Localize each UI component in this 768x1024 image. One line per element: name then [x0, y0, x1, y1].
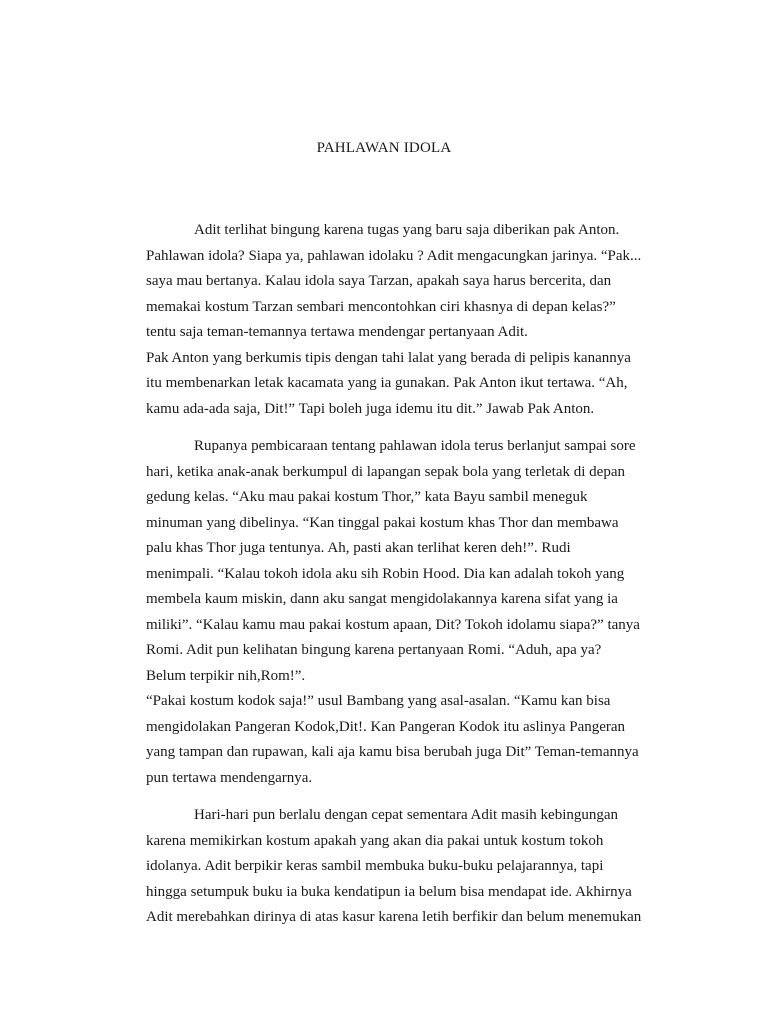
paragraph-2-line: gedung kelas. “Aku mau pakai kostum Thor,” kata Bayu sambil meneguk: [146, 489, 588, 505]
paragraph-3-line: Hari-hari pun berlalu dengan cepat sementara Adit masih kebingungan: [194, 807, 619, 823]
paragraph-2-line: menimpali. “Kalau tokoh idola aku sih Robin Hood. Dia kan adalah tokoh yang: [146, 565, 625, 582]
paragraph-2-line: minuman yang dibelinya. “Kan tinggal pakai kostum khas Thor dan membawa: [146, 514, 619, 531]
paragraph-1-line: saya mau bertanya. Kalau idola saya Tarzan, apakah saya harus bercerita, dan: [146, 273, 612, 289]
paragraph-2-line: Rupanya pembicaraan tentang pahlawan idola terus berlanjut sampai sore: [194, 438, 636, 454]
paragraph-3-line: karena memikirkan kostum apakah yang akan dia pakai untuk kostum tokoh: [146, 832, 604, 849]
paragraph-spacer: [146, 422, 766, 434]
paragraph-2-line: hari, ketika anak-anak berkumpul di lapangan sepak bola yang terletak di depan: [146, 463, 625, 480]
paragraph-2-line: Belum terpikir nih,Rom!”.: [146, 667, 306, 684]
paragraph-3-line: hingga setumpuk buku ia buka kendatipun ia belum bisa mendapat ide. Akhirnya: [146, 883, 632, 900]
paragraph-2-line: membela kaum miskin, dann aku sangat mengidolakannya karena sifat yang ia: [146, 591, 618, 607]
paragraph-3-line: Adit merebahkan dirinya di atas kasur karena letih berfikir dan belum menemukan: [146, 909, 642, 925]
paragraph-2-line: yang tampan dan rupawan, kali aja kamu bisa berubah juga Dit” Teman-temannya: [146, 744, 639, 760]
paragraph-1-line: tentu saja teman-temannya tertawa mendengar pertanyaan Adit.: [146, 324, 528, 340]
paragraph-2-line: Romi. Adit pun kelihatan bingung karena pertanyaan Romi. “Aduh, apa ya?: [146, 642, 602, 658]
paragraph-2-line: palu khas Thor juga tentunya. Ah, pasti akan terlihat keren deh!”. Rudi: [146, 540, 571, 556]
paragraph-1-line: Pahlawan idola? Siapa ya, pahlawan idolaku ? Adit mengacungkan jarinya. “Pak...: [146, 247, 642, 264]
paragraph-1-line: memakai kostum Tarzan sembari mencontohkan ciri khasnya di depan kelas?”: [146, 298, 616, 315]
paragraph-1-line: kamu ada-ada saja, Dit!” Tapi boleh juga idemu itu dit.” Jawab Pak Anton.: [146, 400, 595, 417]
document-body: [146, 218, 766, 931]
paragraph-1-line: Adit terlihat bingung karena tugas yang baru saja diberikan pak Anton.: [194, 222, 620, 238]
paragraph-3-line: idolanya. Adit berpikir keras sambil membuka buku-buku pelajarannya, tapi: [146, 858, 604, 874]
paragraph-1-line: itu membenarkan letak kacamata yang ia gunakan. Pak Anton ikut tertawa. “Ah,: [146, 375, 628, 391]
paragraph-2-line: pun tertawa mendengarnya.: [146, 769, 313, 786]
paragraph-2-line: “Pakai kostum kodok saja!” usul Bambang yang asal-asalan. “Kamu kan bisa: [146, 693, 611, 709]
paragraph-1-line: Pak Anton yang berkumis tipis dengan tahi lalat yang berada di pelipis kanannya: [146, 349, 631, 366]
paragraph-2-line: mengidolakan Pangeran Kodok,Dit!. Kan Pangeran Kodok itu aslinya Pangeran: [146, 718, 626, 735]
document-title: PAHLAWAN IDOLA: [316, 140, 452, 156]
paragraph-spacer: [146, 791, 766, 803]
paragraph-2-line: miliki”. “Kalau kamu mau pakai kostum apaan, Dit? Tokoh idolamu siapa?” tanya: [146, 616, 640, 633]
